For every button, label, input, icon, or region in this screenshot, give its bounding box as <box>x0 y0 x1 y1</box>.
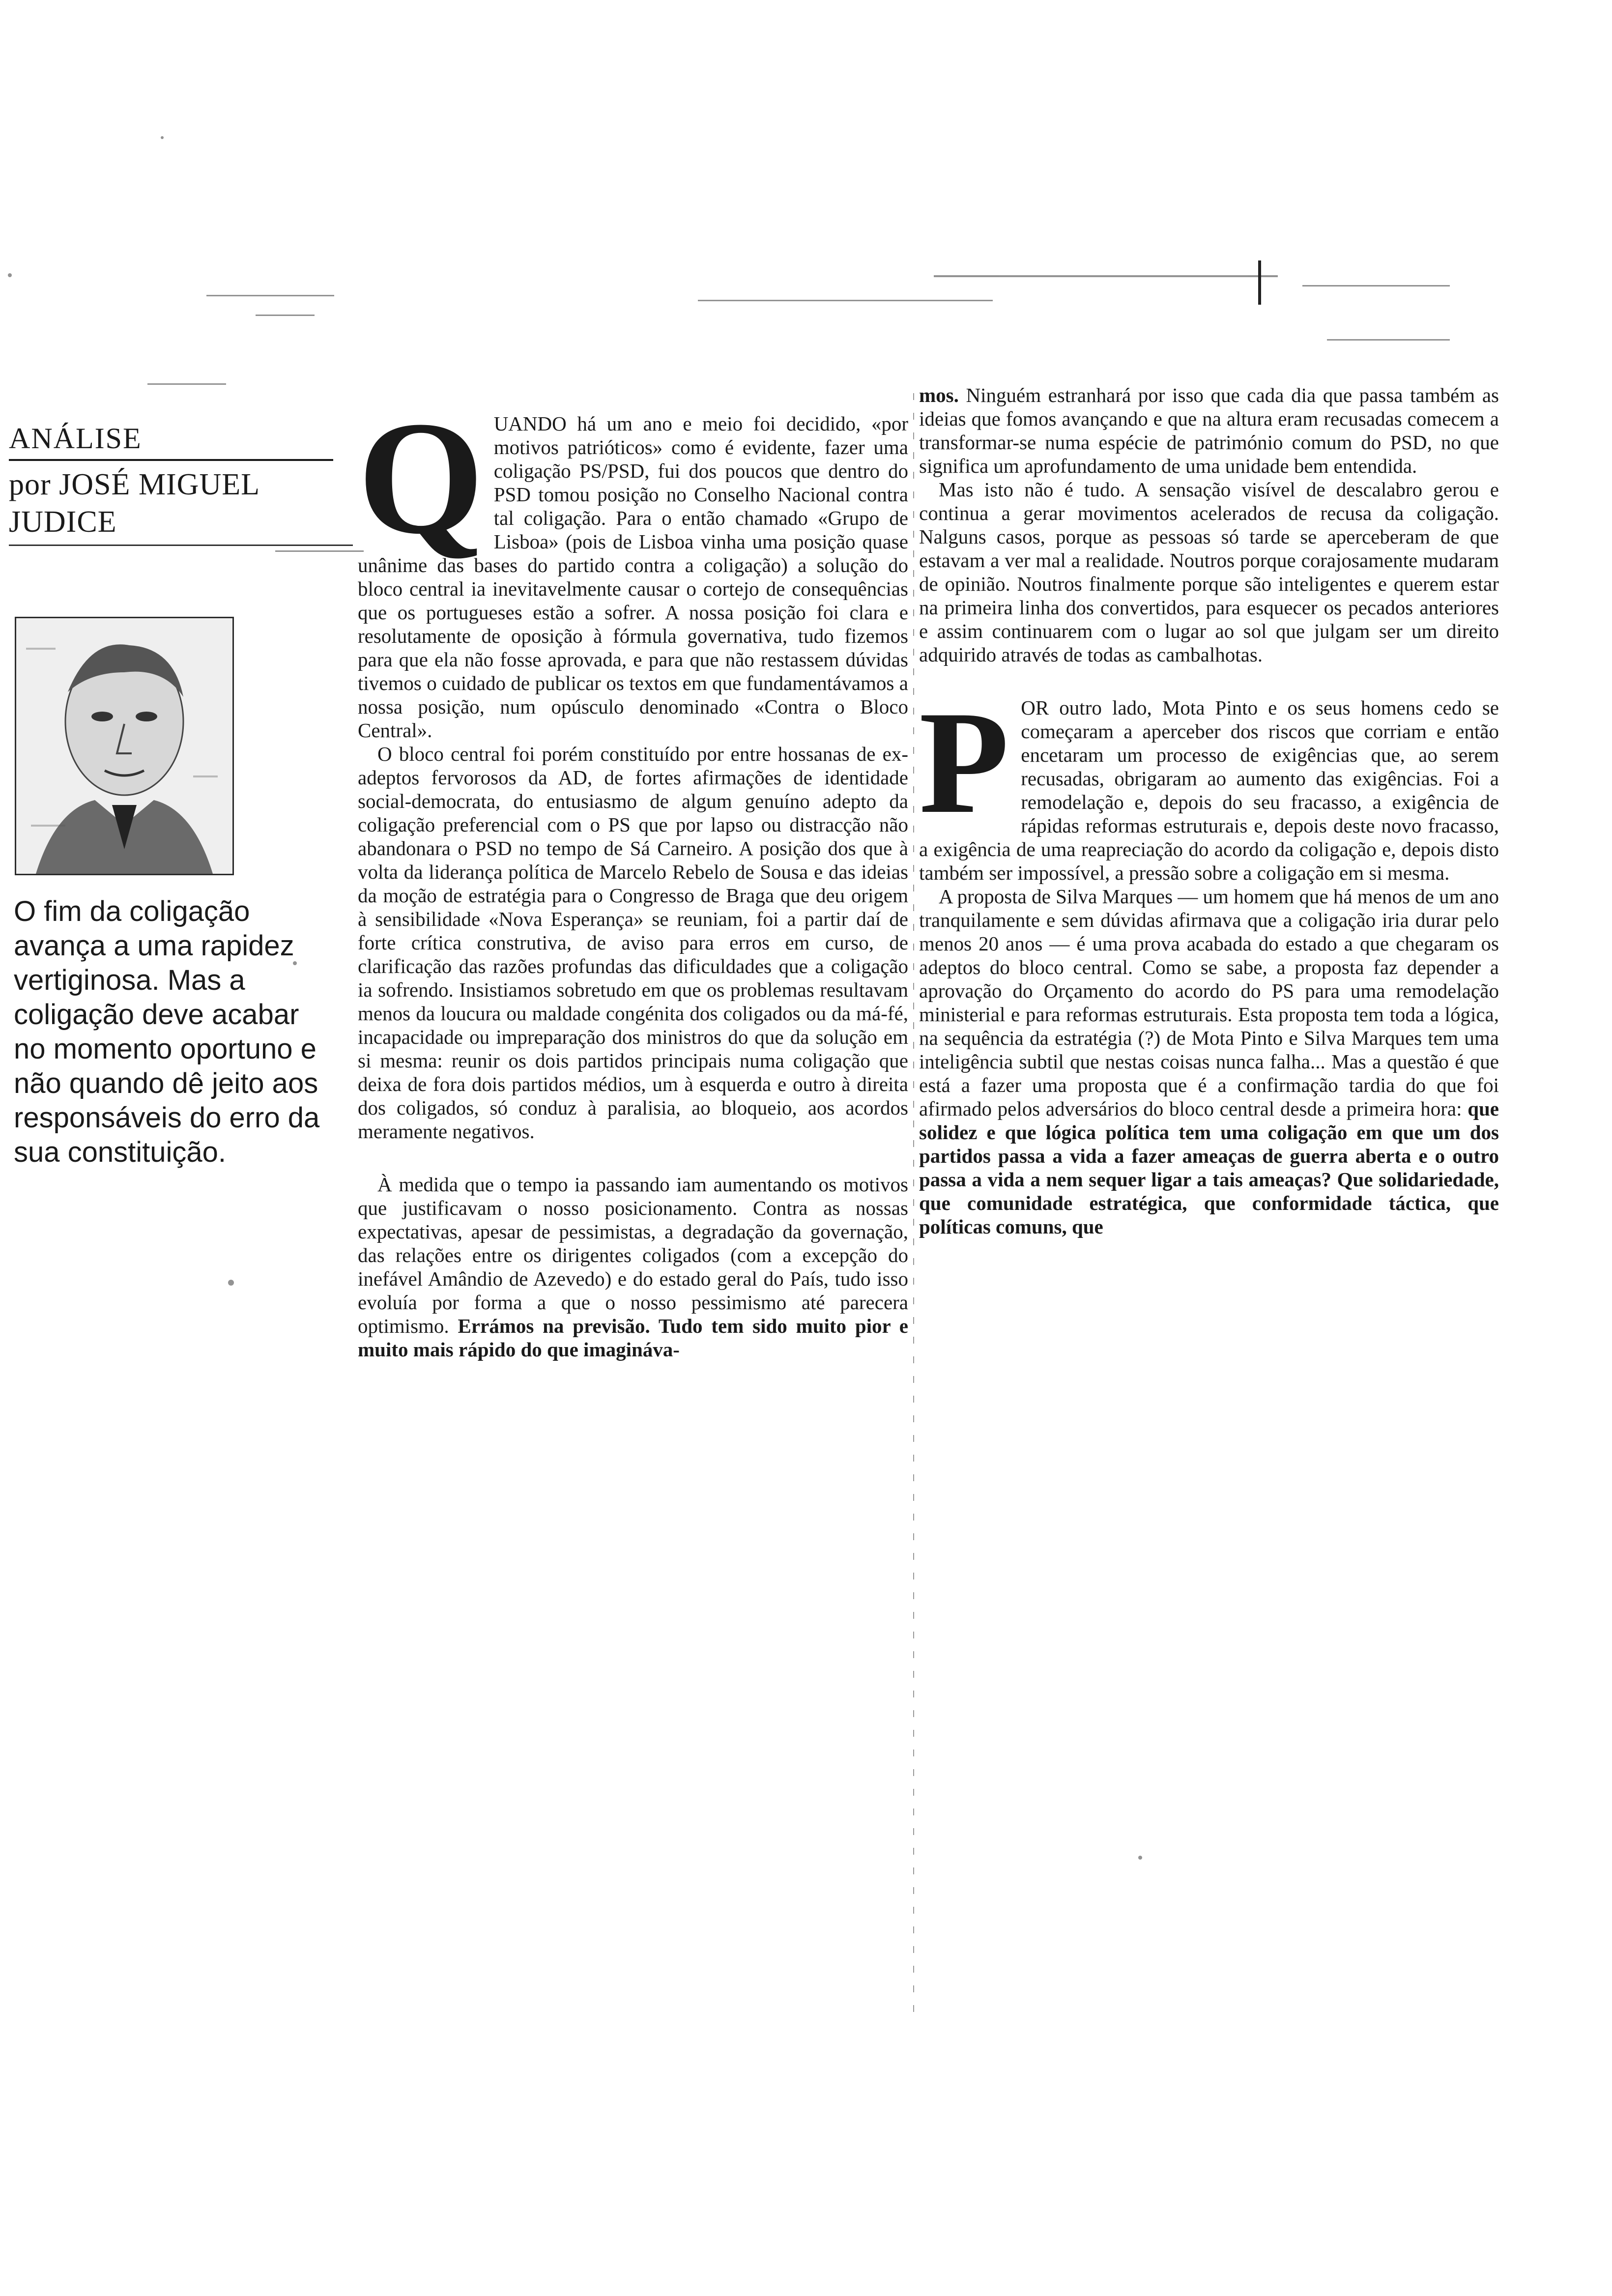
column2-paragraph-3: OR outro lado, Mota Pinto e os seus homens cedo se começaram a aperceber dos riscos que corriam e então encetaram um processo de exigências que, ao serem recusadas, obrigaram ao aumento das exigências. Foi a remodelação e, depois do seu fracasso, a exigência de rápidas reformas estruturais e, depois deste novo fracasso, a exigência de uma reapreciação do acordo da coligação e, depois disto também ser impossível, a pressão sobre a coligação em si mesma. <box>919 696 1499 884</box>
column1-paragraph-1: UANDO há um ano e meio foi decidido, «por motivos patrióticos» como é evidente, fazer uma coligação PS/PSD, fui dos poucos que dentro do PSD tomou posição no Conselho Nacional contra tal coligação. Para o então chamado «Grupo de Lisboa» (pois de Lisboa vinha uma posição quase unânime das bases do partido contra a coligação) a solução do bloco central ia inevitavelmente causar o cortejo de consequências que os portugueses estão a sofrer. A nossa posição foi clara e resolutamente de oposição à fórmula governativa, tudo fizemos para que ela não fosse aprovada, e para que não restassem dúvidas tivemos o cuidado de publicar os textos em que fundamentávamos a nossa posição, num opúsculo denominado «Contra o Bloco Central». <box>358 412 908 742</box>
byline-rule <box>9 545 353 546</box>
column2-paragraph-1-bold: mos. <box>919 384 959 406</box>
column1-paragraph-3-bold: Errámos na previsão. Tudo tem sido muito pior e muito mais rápido do que imagináva- <box>358 1315 908 1361</box>
article-column-2 <box>919 383 1499 1238</box>
article-column-1 <box>358 388 908 1361</box>
portrait-icon <box>16 618 232 874</box>
pull-quote: O fim da coligação avança a uma rapidez vertiginosa. Mas a coligação deve acabar no momento oportuno e não quando dê jeito aos responsáveis do erro da sua constituição. <box>14 895 320 1168</box>
author-portrait <box>15 617 234 875</box>
drop-cap-q: Q <box>358 388 484 568</box>
kicker-rule <box>9 459 333 461</box>
column1-paragraph-3 <box>358 1173 908 1361</box>
print-mark <box>1258 260 1261 305</box>
column1-paragraph-2: O bloco central foi porém constituído por entre hossanas de ex-adeptos fervorosos da AD, de fortes afirmações de identidade social-democrata, do entusiasmo de algum genuíno adepto da coligação preferencial com o PS que por lapso ou distracção não abandonara o PSD no tempo de Sá Carneiro. A posição dos que à volta da liderança política de Marcelo Rebelo de Sousa e das ideias da moção de estratégia para o Congresso de Braga que deu origem à sensibilidade «Nova Esperança» se reuniam, foi a partir daí de forte crítica construtiva, de aviso para erros em curso, de clarificação das razões profundas das dificuldades que a coligação ia sofrendo. Insistiamos sobretudo em que os problemas resultavam menos da loucura ou maldade congénita dos coligados ou da má-fé, incapacidade ou impreparação dos ministros do que da solução em si mesma: reunir os dois partidos principais numa coligação que deixa de fora dois partidos médios, um à esquerda e outro à direita dos coligados, só conduz à paralisia, ao bloqueio, aos acordos meramente negativos. <box>358 743 908 1143</box>
column-divider <box>913 393 914 2015</box>
column2-paragraph-2: Mas isto não é tudo. A sensação visível de descalabro gerou e continua a gerar movimentos acelerados de recusa da coligação. Nalguns casos, porque as pessoas só tarde se aperceberam de que estavam a ver mal a realidade. Noutros porque corajosamente mudaram de opinião. Noutros finalmente porque são inteligentes e querem estar na primeira linha dos convertidos, para esquecer os pecados anteriores e assim continuarem com o lugar ao sol que julgam ser um direito adquirido através de todas as cambalhotas. <box>919 478 1499 666</box>
column2-paragraph-4 <box>919 885 1499 1238</box>
section-kicker: ANÁLISE <box>9 422 142 455</box>
column2-paragraph-1-text: Ninguém estranhará por isso que cada dia que passa também as ideias que fomos avançando e que na altura eram recusadas comecem a transformar-se numa espécie de património comum do PSD, no que significa um aprofundamento de uma unidade bem entendida. <box>919 384 1499 477</box>
byline: por JOSÉ MIGUEL JUDICE <box>9 468 259 539</box>
column2-paragraph-1 <box>919 383 1499 478</box>
column2-paragraph-4-text: A proposta de Silva Marques — um homem que há menos de um ano tranquilamente e sem dúvidas afirmava que a coligação iria durar pelo menos 20 anos — é uma prova acabada do estado a que chegaram os adeptos do bloco central. Como se sabe, a proposta faz depender a aprovação do Orçamento do acordo do PS para uma remodelação ministerial e para reformas estruturais. Esta proposta tem toda a lógica, na sequência da estratégia (?) de Mota Pinto e Silva Marques tem uma inteligência subtil que nestas coisas nunca falha... Mas a questão é que está a fazer uma proposta que é a confirmação tardia do que foi afirmado pelos adversários do bloco central desde a primeira hora: <box>919 885 1499 1120</box>
drop-cap-p: P <box>919 681 1009 844</box>
column2-paragraph-4-bold: que solidez e que lógica política tem uma coligação em que um dos partidos passa a vida a fazer ameaças de guerra aberta e o outro passa a vida a nem sequer ligar a tais ameaças? Que solidariedade, que comunidade estratégica, que conformidade táctica, que políticas comuns, que <box>919 1097 1499 1238</box>
column1-paragraph-3-text: À medida que o tempo ia passando iam aumentando os motivos que justificavam o nosso posicionamento. Contra as nossas expectativas, apesar de pessimistas, a degradação da governação, das relações entre os dirigentes coligados (com a excepção do inefável Amândio de Azevedo) e do estado geral do País, tudo isso evoluía por forma a que o nosso pessimismo até parecera optimismo. <box>358 1173 908 1337</box>
